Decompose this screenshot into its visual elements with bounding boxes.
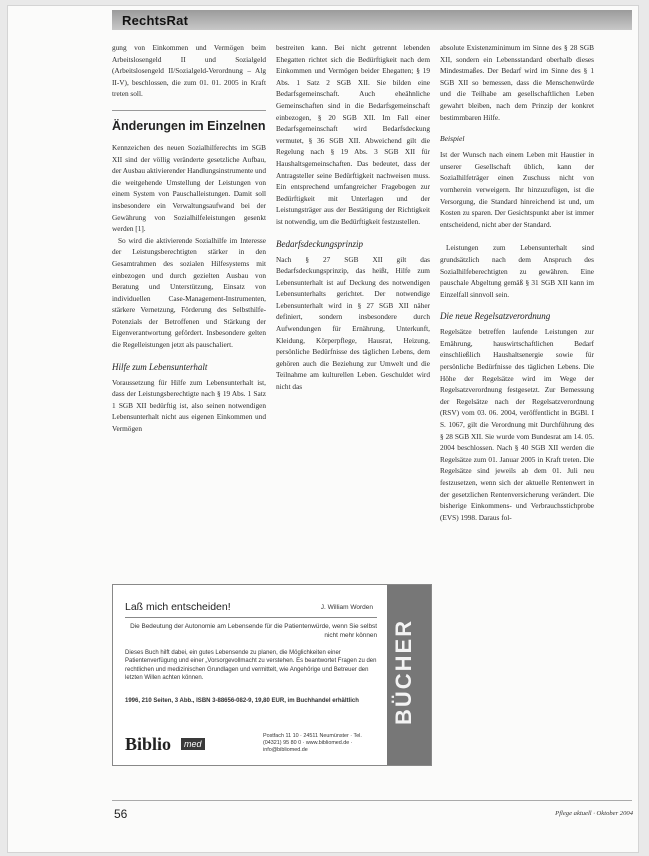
ad-band-label: BÜCHER [391,618,416,725]
footer-divider [112,800,632,801]
text-column-1 [112,42,266,435]
section-heading: Änderungen im Einzelnen [112,118,266,133]
divider [112,110,266,111]
paragraph: Leistungen zum Lebensunterhalt sind grundsätzlich nach dem Anspruch des Sozialhilfeberechtigten zu gewähren. Eine pauschale Abgeltung gemäß § 31 SGB XII kann im Einzelfall sinnvoll sein. [440,243,594,299]
publisher-logo-tag: med [181,738,205,750]
example-label: Beispiel [440,134,465,144]
subsection-heading: Hilfe zum Lebensunterhalt [112,361,208,372]
paragraph: Regelsätze betreffen laufende Leistungen zur Ernährung, hauswirtschaftlichen Bedarf einschließlich Haushaltsenergie sowie für persönliche Bedürfnisse des täglichen Lebens. Die Höhe der Regelsätze wird im Wege der Regelsatzverordnung festgesetzt. Zur Bemessung der Regelsätze nach der Regelsatzverordnung (RSV) vom 03. 06. 2004, veröffentlicht in BGBl. I S. 1067, gilt die Verordnung mit Durchführung des § 28 SGB XII. Sie wurde vom Bundesrat am 14. 05. 2004 beschlossen. Nach § 40 SGB XII werden die Regelsätze zum 01. Januar 2005 in Kraft treten. Die Regelsätze sind jeweils ab dem 01. Juli neu festzusetzen, wenn sich der aktuelle Rentenwert in der gesetzlichen Rentenversicherung verändert. Die bisherige Einkommens- und Verbrauchsstichprobe (EVS) 1998. Daraus fol- [440,327,594,522]
ad-description: Dieses Buch hilft dabei, ein gutes Lebensende zu planen, die Möglichkeiten einer Patientenverfügung und einer „Vorsorgevollmacht zu verstehen. Es beantwortet Fragen zu den rechtlichen und medizinischen Grundlagen und vermittelt, wie Angehörige und Betreuer den letzten Willen achten können. [125,650,377,682]
page-number: 56 [114,807,128,821]
subsection-heading: Bedarfsdeckungsprinzip [276,238,363,249]
paragraph: bestreiten kann. Bei nicht getrennt lebenden Ehegatten richtet sich die Bedürftigkeit nach dem Einkommen und Vermögen beider Ehegatten; § 19 Abs. 1 Satz 2 SGB XII. Sie bilden eine Bedarfsgemeinschaft. Auch eheähnliche Gemeinschaften sind in die Bedarfsgemeinschaft einbezogen, § 20 SGB XII. Im Fall einer Bedarfsgemeinschaft wird Bedarfsdeckung vermutet, § 36 SGB XII. Abweichend gilt die Regelung nach § 19 Abs. 3 SGB XII für Haushaltsgemeinschaften. Das bedeutet, dass der Antragsteller seine Bedürftigkeit nachweisen muss. Ein entsprechend umfangreicher Fragebogen zur Bedürftigkeit mit Unterlagen und der Leistungsträger aus der Bestätigung der Richtigkeit ist notwendig, um die Bedürftigkeit festzustellen. [276,43,430,226]
subsection-heading: Die neue Regelsatzverordnung [440,311,551,322]
publisher-logo-main: Biblio [125,734,172,754]
paragraph: Kennzeichen des neuen Sozialhilferechts im SGB XII sind der völlig veränderte gesetzliche Aufbau, der Ausbau aktivierender Handlungsinstrumente und die weitgehende Umstellung der Leistungen von einem System von Pauschalleistungen. Damit soll insbesondere ein Verwaltungsaufwand bei der Gewährung von Sozialhilfeleistungen gesenkt werden [1]. [112,142,267,234]
paragraph: Voraussetzung für Hilfe zum Lebensunterhalt ist, dass der Leistungsberechtigte nach § 19 Abs. 1 Satz 1 SGB XII bedürftig ist, also seinen notwendigen Lebensunterhalt nicht aus eigenen Einkommen und Vermögen [112,377,266,434]
paragraph: Nach § 27 SGB XII gilt das Bedarfsdeckungsprinzip, das heißt, Hilfe zum Lebensunterhalt ist auf Deckung des notwendigen Lebensunterhalts gerichtet. Der notwendige Lebensunterhalt wird in § 27 SGB XII näher definiert, sondern insbesondere durch Aufwendungen für Ernährung, Unterkunft, Kleidung, Körperpflege, Hausrat, Heizung, persönliche Bedürfnisse des täglichen Lebens, dem gehören auch die Beziehung zur Umwelt und die Teilnahme am kulturellen Leben. Geschuldet wird nicht das [276,254,430,392]
paragraph: So wird die aktivierende Sozialhilfe im Interesse der Leistungsberechtigten stärker in den Gesamtrahmen des sozialen Hilfesystems mit einbezogen und durch gezielten Ausbau von Beratung und Unterstützung, Einsatz von individuellen Case-Management-Instrumenten, stärkere Vernetzung, Förderung des Selbsthilfe-Potenzials der Betroffenen und Stärkung der Eigenverantwortung gefördert. Insbesondere gelten die Regelleistungen jetzt als pauschaliert. [112,235,266,350]
journal-footer: Pflege aktuell · Oktober 2004 [555,810,633,817]
section-title: RechtsRat [122,13,189,28]
book-advertisement [112,584,432,766]
text-column-2 [276,42,430,393]
ad-book-title: Laß mich entscheiden! [125,601,231,613]
publisher-contact: Postfach 11 10 · 24511 Neumünster · Tel. (04321) 95 80 0 · www.bibliomed.de · info@bibliomed.de [263,733,362,753]
paragraph: absolute Existenzminimum im Sinne des § 28 SGB XII, sondern ein Lebensstandard oberhalb dieses Mindestmaßes. Der Bedarf wird im Sinne des § 1 SGB XII so bemessen, dass die Menschenwürde und die Teilhabe am gesellschaftlichen Leben gewahrt bleiben, nach dem Prinzip der konkret bestimmbaren Hilfe. [440,43,594,122]
paragraph: gung von Einkommen und Vermögen beim Arbeitslosengeld II und Sozialgeld (Arbeitslosengeld II/Sozialgeld-Verordnung – Alg II-V), beschlossen, die zum 01. 01. 2005 in Kraft treten soll. [112,43,266,99]
section-header-bar [112,10,632,30]
paragraph: Ist der Wunsch nach einem Leben mit Haustier in unserer Gesellschaft üblich, kann der Sozialhilfeträger einen Zuschuss nicht von vornherein verweigern. Ihr hinzuzufügen, ist die Versorgung, die Standard hinreichend ist und, um Kosten zu sparen. Der Gesichtspunkt aber ist immer entscheidend, nicht aber der Standard. [440,150,594,229]
ad-title-row [125,601,377,618]
publisher-logo [125,733,217,757]
ad-side-band [387,585,431,765]
text-column-3 [440,42,594,523]
ad-book-specs: 1996, 210 Seiten, 3 Abb., ISBN 3-88656-082-9, 19,80 EUR, im Buchhandel erhältlich [125,698,359,704]
ad-author: J. William Worden [320,604,373,611]
ad-subtitle: Die Bedeutung der Autonomie am Lebensende für die Patientenwürde, wenn Sie selbst nicht mehr können [130,623,377,639]
